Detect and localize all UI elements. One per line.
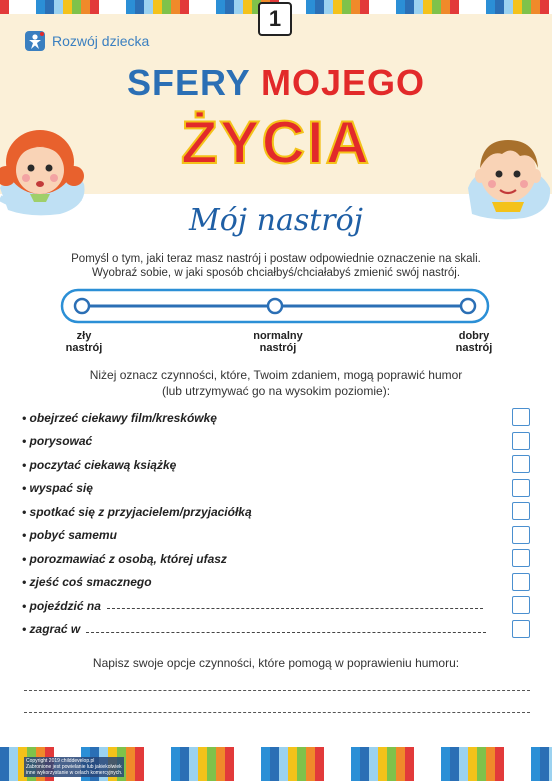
activity-checkbox[interactable]: [512, 549, 530, 567]
stripe-segment: [513, 0, 522, 14]
list-item: [22, 453, 534, 477]
stripe-segment: [441, 0, 450, 14]
stripe-segment: [450, 0, 459, 14]
copyright: [24, 757, 124, 777]
stripe-segment: [459, 747, 468, 781]
stripe-segment: [63, 0, 72, 14]
instruction-line-2: Wyobraź sobie, w jaki sposób chciałbyś/chciałabyś zmienić swój nastrój.: [91, 267, 461, 279]
stripe-segment: [540, 747, 549, 781]
stripe-segment: [135, 0, 144, 14]
activities-intro-line-1: Niżej oznacz czynności, które, Twoim zdaniem, mogą poprawić humor: [89, 368, 463, 382]
write-line[interactable]: [24, 690, 530, 691]
stripe-segment: [306, 0, 315, 14]
stripe-segment: [234, 0, 243, 14]
stripe-segment: [126, 0, 135, 14]
stripe-segment: [243, 747, 252, 781]
logo: [24, 30, 149, 52]
title-line-2: ŻYCIA: [181, 109, 371, 176]
instruction-line-1: Pomyśl o tym, jaki teraz masz nastrój i postaw odpowiednie oznaczenie na skali.: [71, 253, 481, 265]
scale-label-normal: [243, 330, 313, 354]
mood-scale[interactable]: [60, 288, 490, 324]
activity-checkbox[interactable]: [512, 526, 530, 544]
stripe-segment: [144, 747, 153, 781]
list-item: [22, 477, 534, 501]
stripe-segment: [207, 747, 216, 781]
stripe-segment: [432, 0, 441, 14]
scale-label-good-line1: dobry: [458, 330, 490, 342]
stripe-segment: [216, 0, 225, 14]
stripe-segment: [225, 0, 234, 14]
stripe-segment: [387, 747, 396, 781]
stripe-segment: [297, 0, 306, 14]
stripe-segment: [90, 0, 99, 14]
list-item: [22, 524, 534, 548]
stripe-segment: [315, 0, 324, 14]
activity-checkbox[interactable]: [512, 408, 530, 426]
stripe-segment: [99, 0, 108, 14]
activities-intro-line-2: (lub utrzymywać go na wysokim poziomie):: [161, 384, 391, 398]
stripe-segment: [378, 0, 387, 14]
scale-label-normal-line2: nastrój: [259, 342, 297, 354]
stripe-segment: [324, 747, 333, 781]
boy-illustration: [462, 122, 552, 222]
stripe-segment: [432, 747, 441, 781]
stripe-segment: [414, 747, 423, 781]
activity-checkbox[interactable]: [512, 573, 530, 591]
activity-checkbox[interactable]: [512, 620, 530, 638]
stripe-segment: [9, 747, 18, 781]
stripe-segment: [72, 0, 81, 14]
write-prompt: Napisz swoje opcje czynności, które pomogą w poprawieniu humoru:: [92, 656, 460, 670]
stripe-segment: [135, 747, 144, 781]
activities-intro: [40, 367, 512, 399]
stripe-segment: [441, 747, 450, 781]
stripe-segment: [252, 747, 261, 781]
stripe-segment: [162, 747, 171, 781]
stripe-segment: [495, 747, 504, 781]
stripe-segment: [405, 0, 414, 14]
stripe-segment: [189, 747, 198, 781]
scale-label-normal-line1: normalny: [253, 330, 303, 342]
activity-text: • pobyć samemu: [22, 528, 117, 543]
stripe-segment: [153, 0, 162, 14]
stripe-segment: [414, 0, 423, 14]
stripe-segment: [540, 0, 549, 14]
stripe-segment: [18, 0, 27, 14]
stripe-segment: [45, 0, 54, 14]
title-word-1: SFERY: [126, 62, 250, 103]
stripe-segment: [216, 747, 225, 781]
stripe-segment: [360, 747, 369, 781]
stripe-segment: [333, 747, 342, 781]
activity-checkbox[interactable]: [512, 502, 530, 520]
stripe-segment: [198, 747, 207, 781]
stripe-segment: [234, 747, 243, 781]
stripe-segment: [378, 747, 387, 781]
activity-text: • zjeść coś smacznego: [22, 575, 152, 590]
stripe-segment: [198, 0, 207, 14]
activity-text: • pojeździć na: [22, 598, 101, 613]
stripe-segment: [486, 747, 495, 781]
stripe-segment: [297, 747, 306, 781]
stripe-segment: [144, 0, 153, 14]
scale-label-bad-line2: nastrój: [65, 342, 103, 354]
stripe-segment: [423, 747, 432, 781]
list-item: [22, 594, 534, 618]
instructions: [40, 252, 512, 280]
stripe-segment: [450, 747, 459, 781]
scale-label-bad-line1: zły: [76, 330, 92, 342]
stripe-segment: [324, 0, 333, 14]
scale-label-good-line2: nastrój: [455, 342, 493, 354]
stripe-segment: [459, 0, 468, 14]
stripe-segment: [342, 747, 351, 781]
logo-icon: [24, 30, 46, 52]
copyright-line-1: Copyright 2019 childdevelop.pl: [26, 758, 95, 764]
stripe-segment: [504, 0, 513, 14]
scale-point-normal[interactable]: [268, 299, 282, 313]
stripe-segment: [27, 0, 36, 14]
fill-in-line[interactable]: [86, 632, 486, 633]
stripe-segment: [225, 747, 234, 781]
activity-text: • porysować: [22, 434, 93, 449]
stripe-segment: [504, 747, 513, 781]
activities-list: [22, 406, 534, 641]
stripe-segment: [531, 0, 540, 14]
stripe-segment: [522, 747, 531, 781]
scale-point-bad[interactable]: [75, 299, 89, 313]
stripe-segment: [315, 747, 324, 781]
subtitle: Mój nastrój: [189, 202, 363, 238]
stripe-segment: [468, 0, 477, 14]
stripe-segment: [513, 747, 522, 781]
stripe-segment: [522, 0, 531, 14]
activity-text: • zagrać w: [22, 622, 81, 637]
stripe-segment: [396, 0, 405, 14]
stripe-segment: [0, 0, 9, 14]
stripe-segment: [369, 747, 378, 781]
stripe-segment: [333, 0, 342, 14]
stripe-segment: [81, 0, 90, 14]
list-item: [22, 406, 534, 430]
stripe-segment: [306, 747, 315, 781]
stripe-segment: [9, 0, 18, 14]
activity-checkbox[interactable]: [512, 479, 530, 497]
stripe-segment: [162, 0, 171, 14]
stripe-segment: [396, 747, 405, 781]
stripe-segment: [117, 0, 126, 14]
stripe-segment: [180, 747, 189, 781]
title-word-2: MOJEGO: [261, 62, 426, 103]
list-item: [22, 571, 534, 595]
stripe-segment: [279, 747, 288, 781]
subtitle-box: [150, 196, 402, 244]
stripe-segment: [423, 0, 432, 14]
stripe-segment: [288, 747, 297, 781]
list-item: [22, 500, 534, 524]
stripe-segment: [0, 747, 9, 781]
stripe-segment: [108, 0, 117, 14]
write-line[interactable]: [24, 712, 530, 713]
stripe-segment: [54, 0, 63, 14]
copyright-line-3: inne wykorzystanie w celach komercyjnych.: [26, 770, 123, 776]
stripe-segment: [531, 747, 540, 781]
stripe-segment: [261, 747, 270, 781]
stripe-segment: [207, 0, 216, 14]
stripe-segment: [360, 0, 369, 14]
stripe-segment: [369, 0, 378, 14]
stripe-segment: [243, 0, 252, 14]
scale-label-good: [446, 330, 502, 354]
page-number-badge: [258, 2, 292, 36]
activity-checkbox[interactable]: [512, 596, 530, 614]
activity-checkbox[interactable]: [512, 432, 530, 450]
stripe-segment: [270, 747, 279, 781]
stripe-segment: [351, 0, 360, 14]
stripe-segment: [477, 747, 486, 781]
activity-text: • obejrzeć ciekawy film/kreskówkę: [22, 410, 217, 425]
list-item: [22, 547, 534, 571]
stripe-segment: [171, 747, 180, 781]
page-number: 1: [268, 6, 282, 31]
list-item: [22, 618, 534, 642]
scale-label-bad: [56, 330, 112, 354]
copyright-line-2: Zabronione jest powielanie lub jakiekolwiek: [26, 764, 122, 770]
stripe-segment: [387, 0, 396, 14]
stripe-segment: [495, 0, 504, 14]
stripe-segment: [342, 0, 351, 14]
activity-text: • porozmawiać z osobą, której ufasz: [22, 551, 227, 566]
scale-point-good[interactable]: [461, 299, 475, 313]
stripe-segment: [126, 747, 135, 781]
stripe-segment: [468, 747, 477, 781]
logo-text: Rozwój dziecka: [52, 33, 150, 49]
activity-checkbox[interactable]: [512, 455, 530, 473]
stripe-segment: [171, 0, 180, 14]
stripe-segment: [180, 0, 189, 14]
activity-text: • wyspać się: [22, 481, 93, 496]
stripe-segment: [153, 747, 162, 781]
title-line-1: [0, 62, 552, 104]
activity-text: • spotkać się z przyjacielem/przyjaciółką: [22, 504, 252, 519]
girl-illustration: [0, 118, 88, 218]
activity-text: • poczytać ciekawą książkę: [22, 457, 177, 472]
list-item: [22, 430, 534, 454]
fill-in-line[interactable]: [107, 608, 483, 609]
stripe-segment: [36, 0, 45, 14]
stripe-segment: [189, 0, 198, 14]
stripe-segment: [486, 0, 495, 14]
stripe-segment: [405, 747, 414, 781]
stripe-segment: [477, 0, 486, 14]
stripe-segment: [351, 747, 360, 781]
